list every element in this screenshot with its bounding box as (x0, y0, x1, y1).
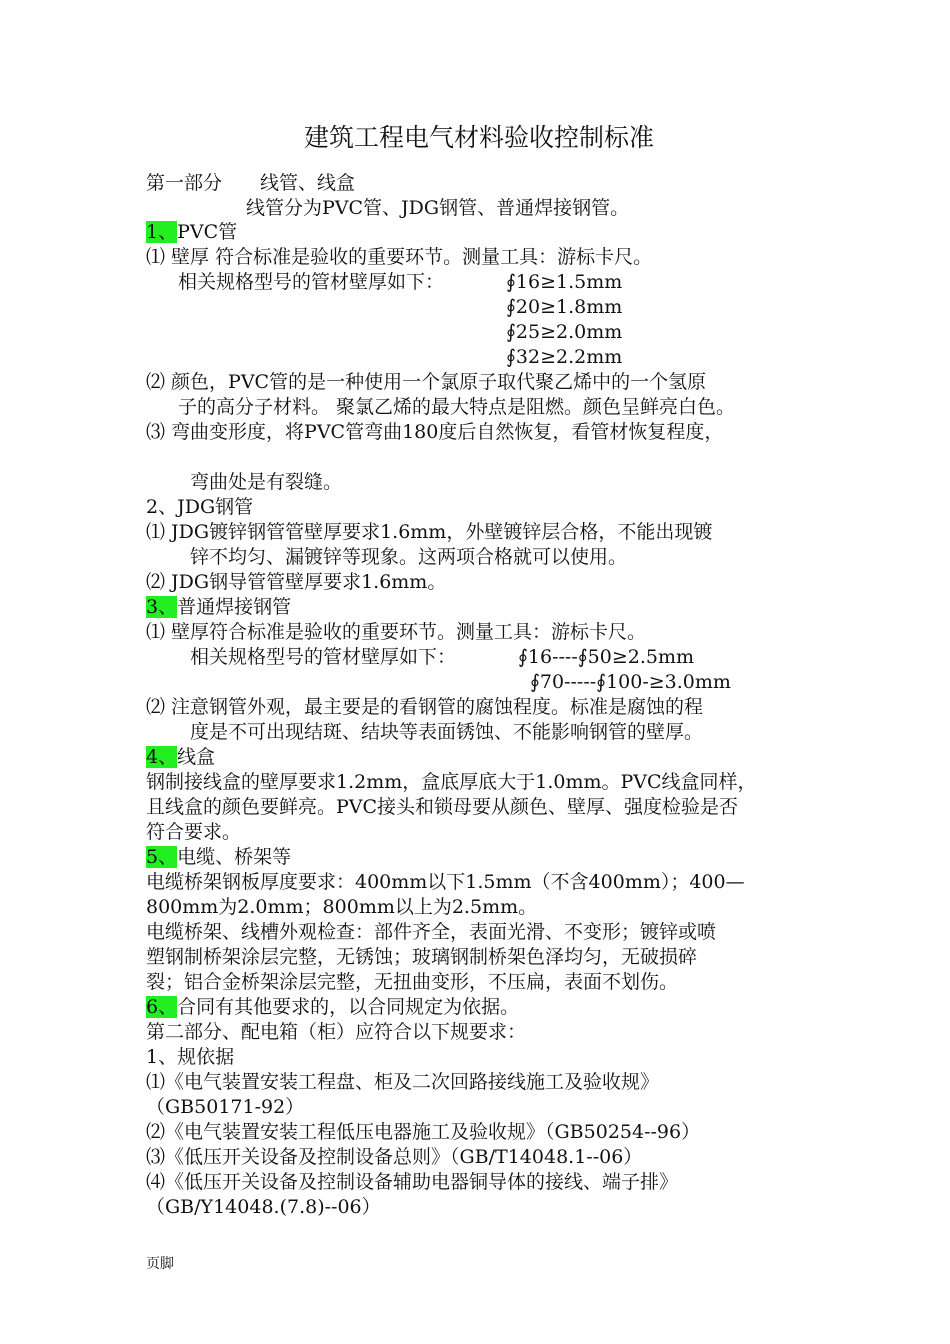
section1-number: 1、 (146, 221, 178, 243)
section4-paragraph: 钢制接线盒的壁厚要求1.2mm，盒底厚底大于1.0mm。PVC线盒同样， (146, 771, 757, 793)
section3-item2-line2: 度是不可出现结斑、结块等表面锈蚀、不能影响钢管的壁厚。 (190, 721, 704, 743)
section3-spec: ∮16----∮50≥2.5mm (518, 646, 695, 668)
part2-subheading: 1、规依据 (146, 1046, 235, 1068)
regulation-item: ⑵《电气装置安装工程低压电器施工及验收规》（GB50254--96） (146, 1121, 701, 1143)
regulation-item: ⑴《电气装置安装工程盘、柜及二次回路接线施工及验收规》 (146, 1071, 660, 1093)
section6-number: 6、 (146, 996, 178, 1018)
part1-intro: 线管分为PVC管、JDG钢管、普通焊接钢管。 (246, 197, 630, 219)
document-title: 建筑工程电气材料验收控制标准 (304, 123, 655, 152)
section2-item1-line2: 锌不均匀、漏镀锌等现象。这两项合格就可以使用。 (190, 546, 628, 568)
section6-title: 合同有其他要求的，以合同规定为依据。 (177, 996, 520, 1018)
section2-item1-line1: ⑴ JDG镀锌钢管管壁厚要求1.6mm，外壁镀锌层合格，不能出现镀 (146, 521, 713, 543)
section4-title: 线盒 (177, 746, 216, 768)
section4-paragraph: 符合要求。 (146, 821, 242, 843)
section1-item2-line2: 子的高分子材料。 聚氯乙烯的最大特点是阻燃。颜色呈鲜亮白色。 (178, 396, 736, 418)
section2-item2: ⑵ JDG钢导管管壁厚要求1.6mm。 (146, 571, 447, 593)
section3-number: 3、 (146, 596, 178, 618)
regulation-item: （GB/Y14048.(7.8)--06） (146, 1196, 381, 1218)
section6-heading (146, 995, 519, 1020)
section1-spec: ∮16≥1.5mm (506, 271, 623, 293)
section5-paragraph: 塑钢制桥架涂层完整，无锈蚀；玻璃钢制桥架色泽均匀，无破损碎 (146, 946, 698, 968)
regulation-item: ⑶《低压开关设备及控制设备总则》（GB/T14048.1--06） (146, 1146, 643, 1168)
section4-paragraph: 且线盒的颜色要鲜亮。PVC接头和锁母要从颜色、壁厚、强度检验是否 (146, 796, 739, 818)
section1-spec: ∮25≥2.0mm (506, 321, 623, 343)
section5-paragraph: 电缆桥架、线槽外观检查：部件齐全，表面光滑、不变形；镀锌或喷 (146, 921, 717, 943)
section1-spec-intro: 相关规格型号的管材壁厚如下： (178, 271, 445, 293)
section1-spec: ∮32≥2.2mm (506, 346, 623, 368)
section5-paragraph: 电缆桥架钢板厚度要求：400mm以下1.5mm（不含400mm）；400— (146, 871, 745, 893)
section3-item2-line1: ⑵ 注意钢管外观，最主要是的看钢管的腐蚀程度。标准是腐蚀的程 (146, 696, 704, 718)
section3-spec: ∮70-----∮100-≥3.0mm (530, 671, 731, 693)
section3-heading (146, 595, 291, 620)
section1-heading (146, 220, 237, 245)
section1-item1: ⑴ 壁厚 符合标准是验收的重要环节。测量工具：游标卡尺。 (146, 246, 653, 268)
section4-heading (146, 745, 215, 770)
section5-paragraph: 裂；铝合金桥架涂层完整，无扭曲变形，不压扁，表面不划伤。 (146, 971, 679, 993)
part2-heading: 第二部分、配电箱（柜）应符合以下规要求： (146, 1021, 527, 1043)
section1-item3-line2: 弯曲处是有裂缝。 (190, 471, 343, 493)
section5-number: 5、 (146, 846, 178, 868)
section2-heading: 2、JDG钢管 (146, 496, 254, 518)
section3-spec-intro: 相关规格型号的管材壁厚如下： (190, 646, 457, 668)
section4-number: 4、 (146, 746, 178, 768)
part1-heading: 第一部分 线管、线盒 (146, 172, 356, 194)
section5-title: 电缆、桥架等 (177, 846, 292, 868)
page-footer: 页脚 (146, 1256, 174, 1272)
section5-paragraph: 800mm为2.0mm；800mm以上为2.5mm。 (146, 896, 538, 918)
section5-heading (146, 845, 291, 870)
section1-item2-line1: ⑵ 颜色，PVC管的是一种使用一个氯原子取代聚乙烯中的一个氢原 (146, 371, 707, 393)
regulation-item: （GB50171-92） (146, 1096, 305, 1118)
section1-spec: ∮20≥1.8mm (506, 296, 623, 318)
regulation-item: ⑷《低压开关设备及控制设备辅助电器铜导体的接线、端子排》 (146, 1171, 679, 1193)
section1-title: PVC管 (177, 221, 238, 243)
section3-item1: ⑴ 壁厚符合标准是验收的重要环节。测量工具：游标卡尺。 (146, 621, 647, 643)
section1-item3-line1: ⑶ 弯曲变形度，将PVC管弯曲180度后自然恢复，看管材恢复程度， (146, 421, 724, 443)
section3-title: 普通焊接钢管 (177, 596, 292, 618)
